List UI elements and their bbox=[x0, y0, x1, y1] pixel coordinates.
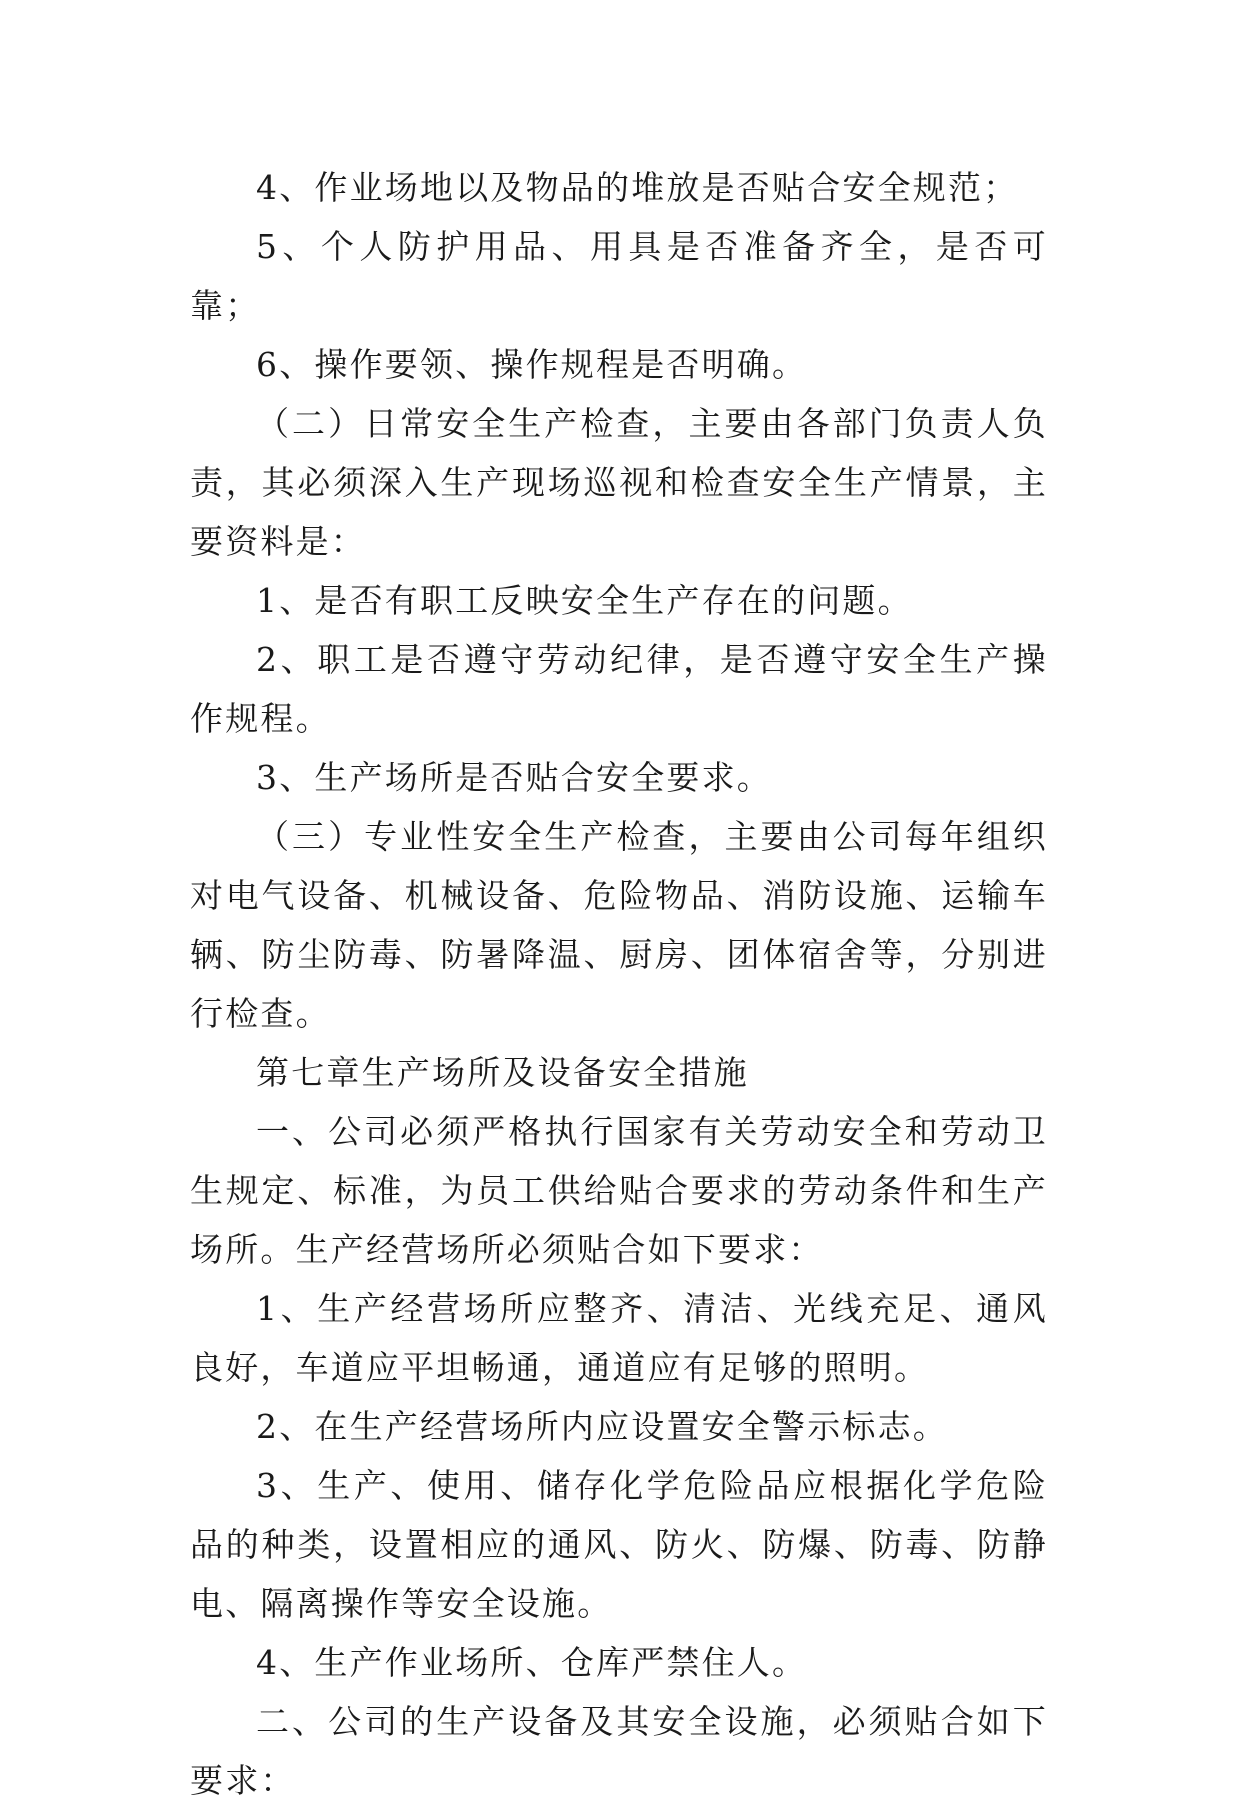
paragraph-daily-item-2: 2、职工是否遵守劳动纪律，是否遵守安全生产操作规程。 bbox=[190, 640, 1048, 738]
document-page bbox=[190, 158, 1048, 1810]
paragraph-section-one: 一、公司必须严格执行国家有关劳动安全和劳动卫生规定、标准，为员工供给贴合要求的劳动条件和生产场所。生产经营场所必须贴合如下要求： bbox=[190, 1112, 1048, 1269]
paragraph-workplace-item-1: 1、生产经营场所应整齐、清洁、光线充足、通风良好，车道应平坦畅通，通道应有足够的照明。 bbox=[190, 1289, 1048, 1387]
paragraph-workplace-item-2: 2、在生产经营场所内应设置安全警示标志。 bbox=[256, 1407, 948, 1446]
paragraph-item-5-protective-gear: 5、个人防护用品、用具是否准备齐全，是否可靠； bbox=[190, 227, 1048, 325]
chapter-heading: 第七章生产场所及设备安全措施 bbox=[256, 1053, 749, 1092]
paragraph-workplace-item-3: 3、生产、使用、储存化学危险品应根据化学危险品的种类，设置相应的通风、防火、防爆、防毒、防静电、隔离操作等安全设施。 bbox=[190, 1466, 1048, 1623]
paragraph-daily-item-1: 1、是否有职工反映安全生产存在的问题。 bbox=[256, 581, 913, 620]
paragraph-item-6-operating-rules: 6、操作要领、操作规程是否明确。 bbox=[256, 345, 808, 384]
paragraph-daily-inspection: （二）日常安全生产检查，主要由各部门负责人负责，其必须深入生产现场巡视和检查安全生产情景，主要资料是： bbox=[190, 404, 1048, 561]
paragraph-workplace-item-4: 4、生产作业场所、仓库严禁住人。 bbox=[256, 1643, 808, 1682]
paragraph-daily-item-3: 3、生产场所是否贴合安全要求。 bbox=[256, 758, 772, 797]
paragraph-specialized-inspection: （三）专业性安全生产检查，主要由公司每年组织对电气设备、机械设备、危险物品、消防设施、运输车辆、防尘防毒、防暑降温、厨房、团体宿舍等，分别进行检查。 bbox=[190, 817, 1048, 1033]
paragraph-item-4-storage: 4、作业场地以及物品的堆放是否贴合安全规范； bbox=[256, 168, 1019, 207]
paragraph-section-two: 二、公司的生产设备及其安全设施，必须贴合如下要求： bbox=[190, 1702, 1048, 1800]
